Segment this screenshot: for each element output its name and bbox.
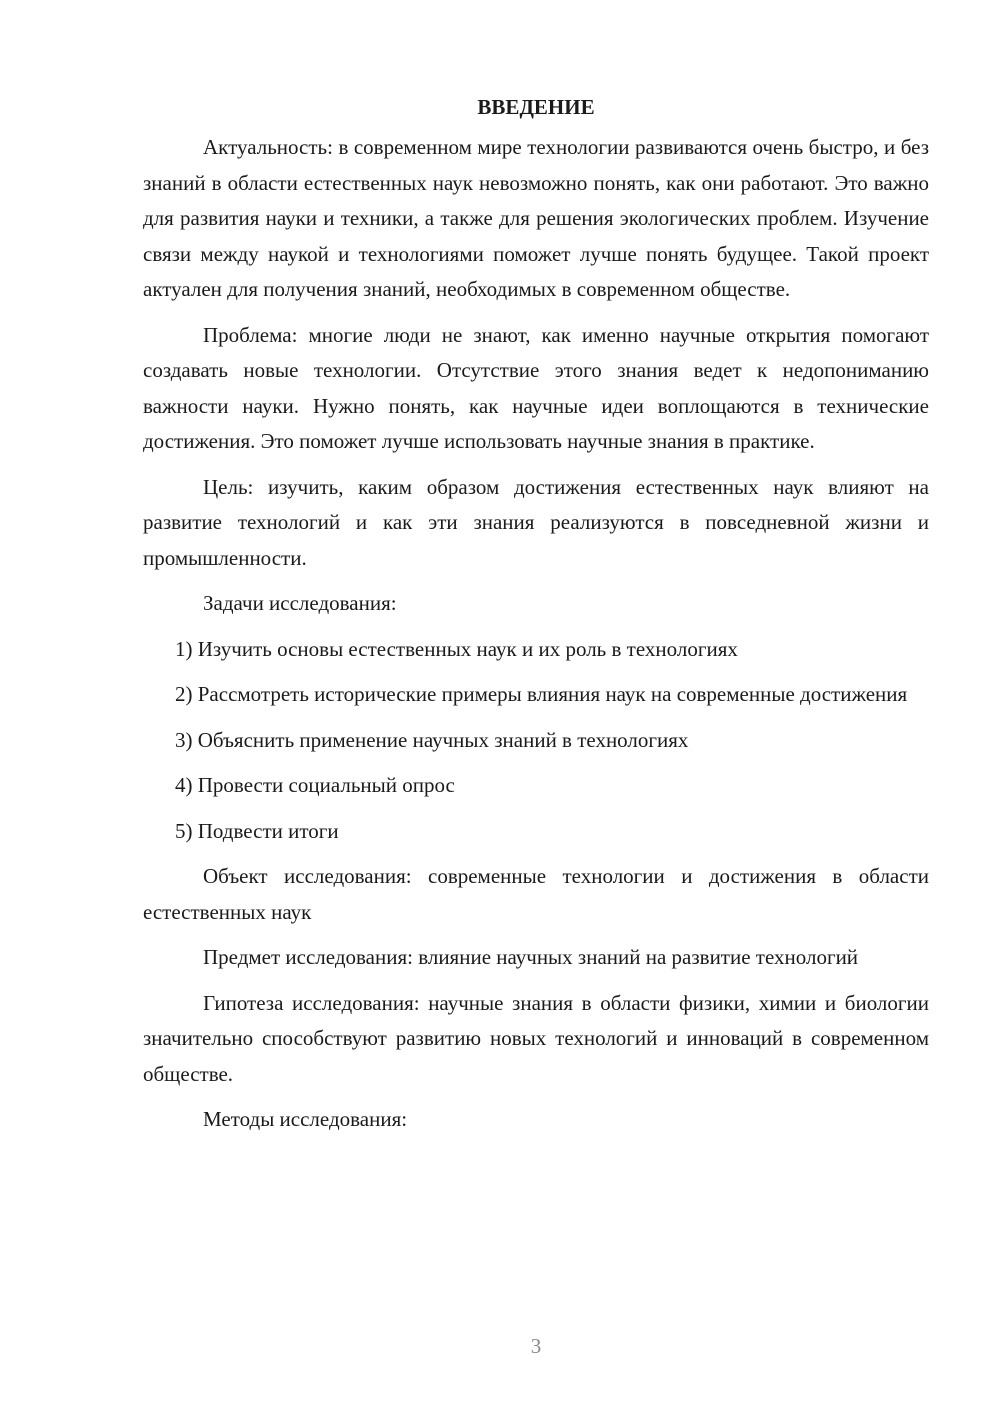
problem-paragraph: Проблема: многие люди не знают, как именно научные открытия помогают создавать новые технологии. Отсутствие этого знания ведет к недопониманию важности науки. Нужно понять, как научные идеи воплощаются в технические достижения. Это поможет лучше использовать научные знания в практике. xyxy=(143,322,929,453)
document-page xyxy=(143,90,929,1148)
goal-paragraph: Цель: изучить, каким образом достижения естественных наук влияют на развитие технологий и как эти знания реализуются в повседневной жизни и промышленности. xyxy=(143,474,929,570)
page-number: 3 xyxy=(530,1334,542,1358)
task-item-5: 5) Подвести итоги xyxy=(175,818,339,843)
task-item-3: 3) Объяснить применение научных знаний в технологиях xyxy=(175,727,689,752)
task-item-4: 4) Провести социальный опрос xyxy=(175,773,455,797)
object-paragraph: Объект исследования: современные технологии и достижения в области естественных наук xyxy=(143,864,929,924)
methods-heading: Методы исследования: xyxy=(203,1107,408,1131)
task-item-1: 1) Изучить основы естественных наук и их роль в технологиях xyxy=(175,636,738,661)
task-item-2: 2) Рассмотреть исторические примеры влияния наук на современные достижения xyxy=(175,682,908,706)
page-title: ВВЕДЕНИЕ xyxy=(477,95,595,119)
relevance-paragraph: Актуальность: в современном мире технологии развиваются очень быстро, и без знаний в области естественных наук невозможно понять, как они работают. Это важно для развития науки и техники, а также для решения экологических проблем. Изучение связи между наукой и технологиями поможет лучше понять будущее. Такой проект актуален для получения знаний, необходимых в современном обществе. xyxy=(143,135,929,301)
tasks-heading: Задачи исследования: xyxy=(203,591,397,615)
subject-paragraph: Предмет исследования: влияние научных знаний на развитие технологий xyxy=(203,945,859,969)
hypothesis-paragraph: Гипотеза исследования: научные знания в области физики, химии и биологии значительно способствуют развитию новых технологий и инноваций в современном обществе. xyxy=(143,990,929,1086)
